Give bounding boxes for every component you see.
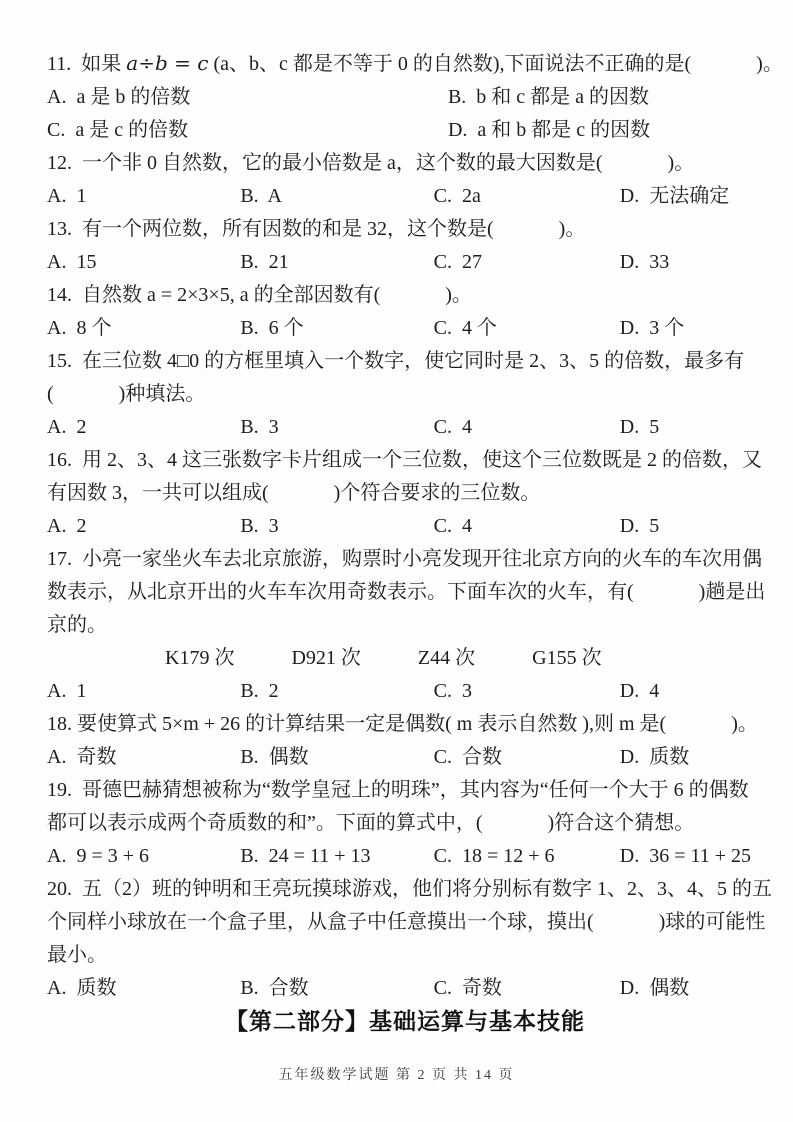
question-19-option-d: D. 36 = 11 + 25 bbox=[619, 845, 752, 867]
question-11 bbox=[47, 47, 783, 147]
question-17-train-list bbox=[47, 642, 763, 675]
question-19-stem-line-2: 都可以表示成两个奇质数的和”。下面的算式中，( )符合这个猜想。 bbox=[47, 812, 695, 834]
question-15-option-c: C. 4 bbox=[433, 416, 472, 438]
question-17-option-d: D. 4 bbox=[619, 680, 660, 702]
question-12-option-a: A. 1 bbox=[47, 185, 87, 207]
question-17-stem-line-1: 17. 小亮一家坐火车去北京旅游，购票时小亮发现开往北京方向的火车的车次用偶 bbox=[47, 548, 762, 570]
question-16-option-d: D. 5 bbox=[619, 515, 660, 537]
train-number-g155: G155 次 bbox=[532, 647, 602, 669]
question-12-options bbox=[47, 180, 763, 213]
question-13-option-c: C. 27 bbox=[433, 251, 482, 273]
question-16-stem-line-2: 有因数 3，一共可以组成( )个符合要求的三位数。 bbox=[47, 482, 541, 504]
question-15-option-a: A. 2 bbox=[47, 416, 87, 438]
question-13-options bbox=[47, 246, 763, 279]
question-16-option-a: A. 2 bbox=[47, 515, 87, 537]
question-14 bbox=[47, 279, 763, 345]
question-20-stem-line-1: 20. 五（2）班的钟明和王亮玩摸球游戏，他们将分别标有数字 1、2、3、4、5 的五 bbox=[47, 878, 772, 900]
question-15-stem-line-1: 15. 在三位数 4□0 的方框里填入一个数字，使它同时是 2、3、5 的倍数，最多有 bbox=[47, 350, 745, 372]
question-18-option-a: A. 奇数 bbox=[47, 746, 117, 768]
question-17 bbox=[47, 543, 766, 708]
question-16 bbox=[47, 444, 763, 543]
question-14-option-a: A. 8 个 bbox=[47, 317, 112, 339]
question-20-options bbox=[47, 972, 763, 1005]
question-17-option-b: B. 2 bbox=[240, 680, 279, 702]
question-16-stem-line-1: 16. 用 2、3、4 这三张数字卡片组成一个三位数，使这个三位数既是 2 的倍数，又 bbox=[47, 449, 762, 471]
question-17-stem-line-3: 京的。 bbox=[47, 614, 107, 636]
question-19-option-a: A. 9 = 3 + 6 bbox=[47, 845, 150, 867]
question-11-options-row-1 bbox=[47, 81, 763, 114]
question-15-option-b: B. 3 bbox=[240, 416, 279, 438]
question-15-options bbox=[47, 411, 763, 444]
question-18-option-b: B. 偶数 bbox=[240, 746, 309, 768]
question-19-option-c: C. 18 = 12 + 6 bbox=[433, 845, 555, 867]
question-20 bbox=[47, 873, 772, 1005]
question-13-option-a: A. 15 bbox=[47, 251, 97, 273]
question-12-option-d: D. 无法确定 bbox=[619, 185, 730, 207]
question-15-option-d: D. 5 bbox=[619, 416, 660, 438]
question-16-option-c: C. 4 bbox=[433, 515, 472, 537]
question-16-options bbox=[47, 510, 763, 543]
question-11-formula: a÷b = c bbox=[126, 51, 209, 75]
question-19-stem-line-1: 19. 哥德巴赫猜想被称为“数学皇冠上的明珠”，其内容为“任何一个大于 6 的偶数 bbox=[47, 779, 749, 801]
question-13-stem: 13. 有一个两位数，所有因数的和是 32，这个数是( )。 bbox=[47, 218, 586, 240]
question-14-options bbox=[47, 312, 763, 345]
question-16-option-b: B. 3 bbox=[240, 515, 279, 537]
question-11-stem-post: (a、b、c 都是不等于 0 的自然数),下面说法不正确的是( )。 bbox=[208, 53, 783, 75]
question-18-options bbox=[47, 741, 763, 774]
question-19 bbox=[47, 774, 763, 873]
question-19-option-b: B. 24 = 11 + 13 bbox=[240, 845, 371, 867]
question-18-option-d: D. 质数 bbox=[619, 746, 690, 768]
train-number-d921: D921 次 bbox=[291, 647, 361, 669]
question-14-option-b: B. 6 个 bbox=[240, 317, 304, 339]
train-number-z44: Z44 次 bbox=[417, 647, 476, 669]
page-footer: 五年级数学试题 第 2 页 共 14 页 bbox=[278, 1068, 515, 1083]
question-11-option-b: B. b 和 c 都是 a 的因数 bbox=[447, 86, 650, 108]
question-20-stem-line-2: 个同样小球放在一个盒子里，从盒子中任意摸出一个球，摸出( )球的可能性 bbox=[47, 911, 766, 933]
question-13 bbox=[47, 213, 763, 279]
train-number-k179: K179 次 bbox=[165, 647, 235, 669]
question-14-stem: 14. 自然数 a = 2×3×5, a 的全部因数有( )。 bbox=[47, 284, 472, 306]
question-11-option-a: A. a 是 b 的倍数 bbox=[47, 86, 191, 108]
question-17-option-c: C. 3 bbox=[433, 680, 472, 702]
question-11-options-row-2 bbox=[47, 114, 763, 147]
question-12 bbox=[47, 147, 763, 213]
question-11-stem-pre: 11. 如果 bbox=[47, 53, 127, 75]
question-13-option-d: D. 33 bbox=[619, 251, 670, 273]
question-13-option-b: B. 21 bbox=[240, 251, 289, 273]
question-11-stem bbox=[47, 47, 783, 81]
question-18 bbox=[47, 708, 763, 774]
question-15-stem-line-2: ( )种填法。 bbox=[47, 383, 206, 405]
question-15 bbox=[47, 345, 763, 444]
question-20-option-d: D. 偶数 bbox=[619, 977, 690, 999]
question-20-option-c: C. 奇数 bbox=[433, 977, 502, 999]
question-17-option-a: A. 1 bbox=[47, 680, 87, 702]
question-14-option-d: D. 3 个 bbox=[619, 317, 685, 339]
question-17-stem-line-2: 数表示，从北京开出的火车车次用奇数表示。下面车次的火车，有( )趟是出 bbox=[47, 581, 766, 603]
question-12-stem: 12. 一个非 0 自然数，它的最小倍数是 a，这个数的最大因数是( )。 bbox=[47, 152, 695, 174]
question-20-option-b: B. 合数 bbox=[240, 977, 309, 999]
question-11-option-d: D. a 和 b 都是 c 的因数 bbox=[447, 119, 651, 141]
question-12-option-c: C. 2a bbox=[433, 185, 481, 207]
question-18-stem: 18. 要使算式 5×m + 26 的计算结果一定是偶数( m 表示自然数 ),则 m 是( )。 bbox=[47, 713, 758, 735]
question-18-option-c: C. 合数 bbox=[433, 746, 502, 768]
question-17-options bbox=[47, 675, 763, 708]
question-19-options bbox=[47, 840, 763, 873]
question-20-stem-line-3: 最小。 bbox=[47, 944, 107, 966]
question-12-option-b: B. A bbox=[240, 185, 282, 207]
question-11-option-c: C. a 是 c 的倍数 bbox=[47, 119, 189, 141]
question-14-option-c: C. 4 个 bbox=[433, 317, 497, 339]
question-20-option-a: A. 质数 bbox=[47, 977, 117, 999]
section-heading: 【第二部分】基础运算与基本技能 bbox=[225, 1008, 585, 1034]
